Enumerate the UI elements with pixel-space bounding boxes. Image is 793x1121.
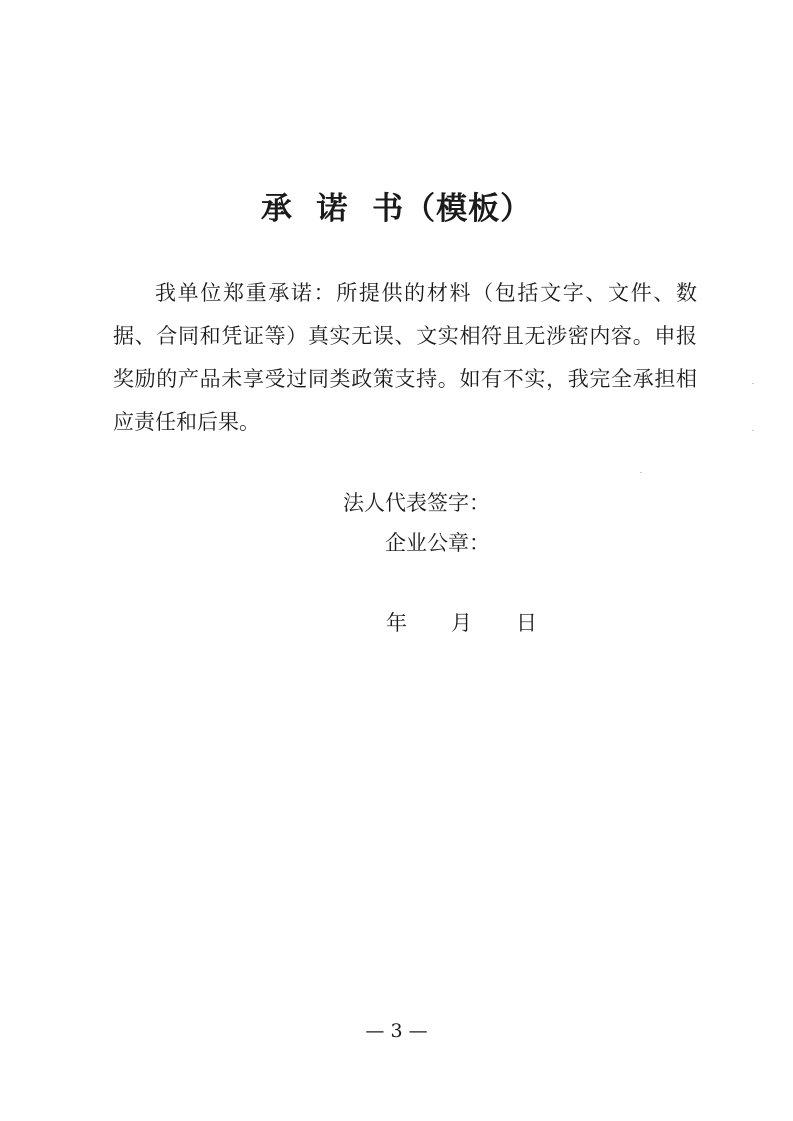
scan-speck: [752, 383, 754, 384]
date-line: [386, 602, 537, 645]
scan-speck: [752, 430, 754, 431]
legal-representative-signature-label: 法人代表签字：: [343, 491, 490, 515]
commitment-paragraph: 我单位郑重承诺：所提供的材料（包括文字、文件、数据、合同和凭证等）真实无误、文实相符且无涉密内容。申报奖励的产品未享受过同类政策支持。如有不实，我完全承担相应责任和后果。: [113, 281, 697, 434]
year-label: 年: [386, 611, 407, 635]
page-number: — 3 —: [365, 1020, 428, 1042]
document-title: 承 诺 书（模板）: [260, 191, 533, 227]
month-label: 月: [451, 611, 472, 635]
day-label: 日: [516, 611, 537, 635]
company-seal-label: 企业公章：: [385, 531, 490, 555]
scan-speck: [640, 472, 642, 473]
